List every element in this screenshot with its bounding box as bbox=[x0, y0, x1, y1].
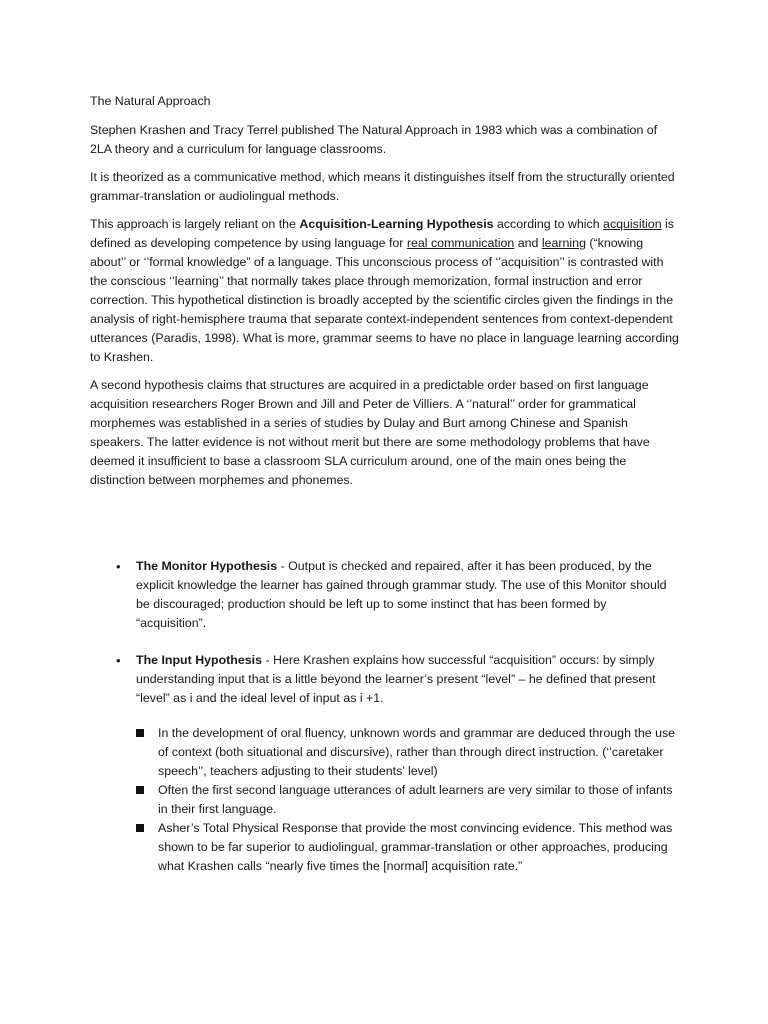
p3-text-a: This approach is largely reliant on the bbox=[90, 217, 300, 231]
subbullet-text: Asher’s Total Physical Response that provide the most convincing evidence. This method was shown to be far superior to audiolingual, grammar-translation or other approaches, producing what Krashen calls “nearly five times the [normal] acquisition rate.” bbox=[158, 821, 673, 873]
paragraph-natural-order: A second hypothesis claims that structures are acquired in a predictable order based on first language acquisition researchers Roger Brown and Jill and Peter de Villiers. A ‘’natural’’ order for grammatical morphemes was established in a series of studies by Dulay and Burt among Chinese and Spanish speakers. The latter evidence is not without merit but there are some methodology problems that have deemed it insufficient to base a classroom SLA curriculum around, one of the main ones being the distinction between morphemes and phonemes. bbox=[90, 378, 650, 487]
list-item bbox=[90, 819, 680, 876]
list-item-input-hypothesis bbox=[90, 651, 680, 876]
spacer bbox=[90, 499, 680, 557]
p3-text-g: and bbox=[514, 236, 542, 250]
hypothesis-list bbox=[90, 557, 680, 876]
paragraph-communicative: It is theorized as a communicative method, which means it distinguishes itself from the structurally oriented grammar-translation or audiolingual methods. bbox=[90, 170, 675, 203]
document-title: The Natural Approach bbox=[90, 94, 211, 108]
paragraph-acquisition-learning bbox=[90, 215, 680, 367]
subbullet-text: In the development of oral fluency, unknown words and grammar are deduced through the use of context (both situational and discursive), rather than through direct instruction. (‘’caretaker speech’’, teachers adjusting to their students’ level) bbox=[158, 726, 676, 778]
p3-underline-acquisition: acquisition bbox=[603, 217, 662, 231]
p3-underline-real-communication: real communication bbox=[406, 236, 515, 250]
bullet-dot-icon: • bbox=[116, 653, 121, 668]
p3-text-c: according to which bbox=[493, 217, 604, 231]
subbullet-text: Often the first second language utterances of adult learners are very similar to those of infants in their first language. bbox=[158, 783, 673, 816]
p3-bold-hypothesis: Acquisition-Learning Hypothesis bbox=[299, 217, 494, 231]
bullet-heading: The Input Hypothesis bbox=[136, 653, 262, 667]
p3-underline-learning: learning bbox=[541, 236, 586, 250]
bullet-text: - Here Krashen explains how successful “acquisition” occurs: by simply understanding input that is a little beyond the learner’s present “level” – he defined that present “level” as i and the ideal level of input as i +1. bbox=[136, 653, 656, 705]
p3-text-i: (“knowing about’’ or ‘’formal knowledge” of a language. This unconscious process of ‘’acquisition’’ is contrasted with the conscious ‘’learning’’ that normally takes place through memorization, formal instruction and error correction. This hypothetical distinction is broadly accepted by the scientific circles given the findings in the analysis of right-hemisphere trauma that separate context-independent sentences from context-dependent utterances (Paradis, 1998). What is more, grammar seems to have no place in language learning according to Krashen. bbox=[90, 236, 679, 364]
bullet-heading: The Monitor Hypothesis bbox=[136, 559, 278, 573]
list-item bbox=[90, 781, 680, 819]
p3-text-e: is defined as developing competence by using language for bbox=[90, 217, 675, 250]
paragraph-intro: Stephen Krashen and Tracy Terrel published The Natural Approach in 1983 which was a combination of 2LA theory and a curriculum for language classrooms. bbox=[90, 123, 658, 156]
square-bullet-icon bbox=[136, 824, 144, 832]
square-bullet-icon bbox=[136, 786, 144, 794]
list-item-monitor-hypothesis bbox=[90, 557, 680, 633]
square-bullet-icon bbox=[136, 729, 144, 737]
input-hypothesis-sublist bbox=[90, 724, 680, 876]
bullet-text: - Output is checked and repaired, after it has been produced, by the explicit knowledge the learner has gained through grammar study. The use of this Monitor should be discouraged; production should be left up to some instinct that has been formed by “acquisition”. bbox=[136, 559, 667, 630]
list-item bbox=[90, 724, 680, 781]
bullet-dot-icon: • bbox=[116, 559, 121, 574]
